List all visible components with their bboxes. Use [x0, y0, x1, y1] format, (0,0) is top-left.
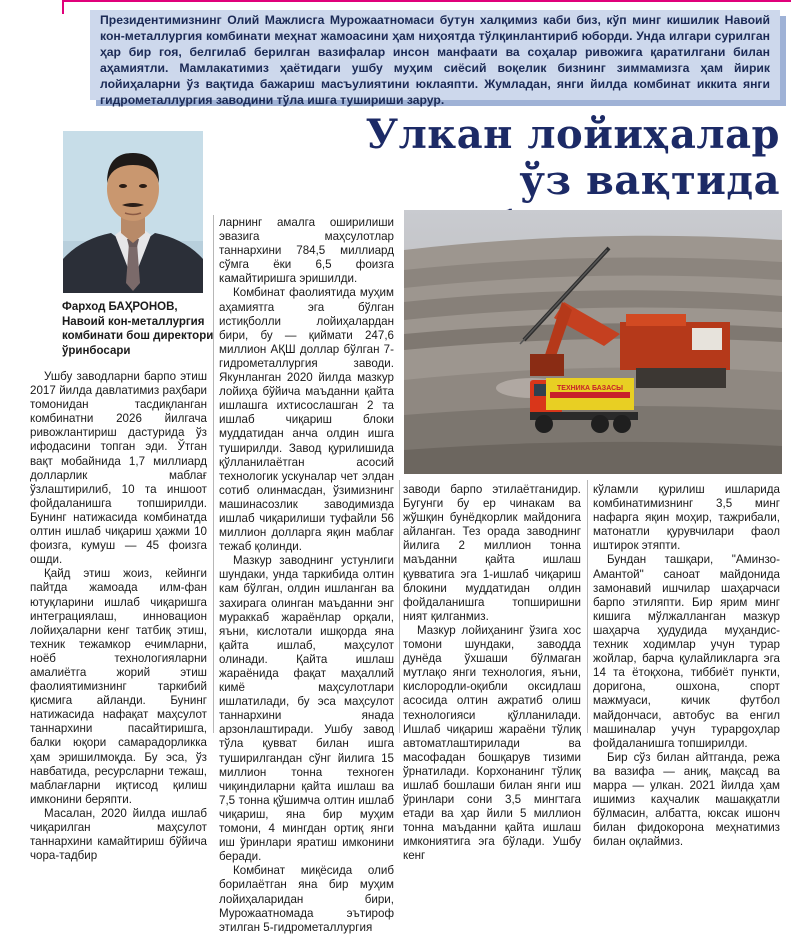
photo-caption	[62, 300, 214, 358]
paragraph: Бир сўз билан айтганда, режа ва вазифа — аниқ, мақсад ва марра — улкан. 2021 йилда ҳам ишимиз каҳчалик машаққатли бўлмасин, албатта, юксак ишонч билан фидокорона меҳнатимиз билан оқлаймиз.	[593, 750, 780, 849]
paragraph: ларнинг амалга оширилиши эвазига маҳсулотлар таннархини 784,5 миллиард сўмга ёки 6,5 фоизга камайтиришга эришилди.	[219, 216, 394, 286]
paragraph: Комбинат миқёсида олиб борилаётган яна бир муҳим лойиҳаларидан бири, Мурожаатномада эътироф этилган 5-гидрометаллургия	[219, 864, 394, 934]
top-rule	[62, 0, 791, 8]
portrait-photo	[63, 131, 203, 293]
article-column-1	[30, 370, 207, 863]
caption-name: Фарход БАҲРОНОВ,	[62, 301, 178, 313]
paragraph: заводи барпо этилаётганидир. Бугунги бу ер чинакам ва жўшқин бунёдкорлик майдонига айланган. Тез орада заводнинг йилига 2 миллион тонна маъданни қайта ишлаш қувватига эга 1-ишлаб чиқариш блокини муддатидан олдин фойдаланишга топширишни ният қилганмиз.	[403, 483, 581, 623]
paragraph: Мазкур заводнинг устунлиги шундаки, унда таркибида олтин кам бўлган, олдин ишланган ва захирага олинган маъданни энг мураккаб жараёнлар орқали, яъни, кислотали ишқорда яна қайта ишлаб, маҳсулот олинади. Қайта ишлаш жараёнида фақат маҳаллий кимё маҳсулотлари ишлатилади, бу эса маҳсулот таннархини янада арзонлаштиради. Ушбу завод тўла қувват билан ишга туширилгандан сўнг йилига 15 миллион тонна техноген чиқиндиларни қайта ишлаш ва 7,5 тонна қўшимча олтин ишлаб чиқариш, яна бир муҳим томони, 4 мингдан ортиқ янги иш ўринлари яратиш имконини беради.	[219, 554, 394, 864]
article-column-2	[219, 216, 394, 935]
column-divider	[213, 215, 214, 733]
caption-role: Навоий кон-металлургия комбинати бош директори ўринбосари	[62, 315, 214, 357]
headline-line-1: Улкан лойиҳалар	[365, 111, 780, 158]
corner-mark	[62, 0, 70, 14]
mine-photo	[404, 210, 782, 474]
column-divider	[399, 480, 400, 733]
headline-line-2: ўз вақтида	[519, 157, 780, 204]
lead-paragraph: Президентимизнинг Олий Мажлисга Мурожаатномаси бутун халқимиз каби биз, кўп минг кишилик Навоий кон-металлургия комбинати меҳнат жамоасини ҳам ниҳоятда тўлқинлантириб юборди. Унда илгари сурилган ҳар бир гоя, белгилаб берилган вазифалар инсон манфаати ва соҳалар ривожига қаратилгани билан аҳамиятли. Мамлакатимиз ҳаётидаги ушбу муҳим сиёсий воқелик бизнинг зиммамизга ҳам йирик лойиҳаларни ўз вақтида бажариш масъулиятини юклаяпти. Жумладан, янги йилда комбинат иккита янги гидрометаллургия заводини тўла ишга тушириши зарур.	[100, 13, 770, 107]
paragraph: Мазкур лойиҳанинг ўзига хос томони шундаки, заводда дунёда ўхшаши бўлмаган мутлақо янги технология, яъни, кислородли-оқибли оксидлаш асосида олтин ажратиб олиш технологияси қўлланилади. Ишлаб чиқариш жараёни тўлиқ автоматлаштирилади ва масофадан бошқарув тизими ўрнатилади. Корхонанинг тўлиқ ишлаб бошлаши билан янги иш ўринлари сони 3,5 мингтага етади ва ҳар йили 5 миллион тонна маъданни қайта ишлаш имкониятига эга бўлади. Ушбу кенг	[403, 623, 581, 863]
paragraph: кўламли қурилиш ишларида комбинатимизнинг 3,5 минг нафарга яқин моҳир, тажрибали, матонатли қурувчилари фаол иштирок этяпти.	[593, 483, 780, 553]
truck-label: ТЕХНИКА БАЗАСЫ	[557, 385, 623, 392]
paragraph: Қайд этиш жоиз, кейинги пайтда жамоада илм-фан ютуқларини ишлаб чиқаришга интеграциялаш, инновацион лойиҳаларни кенг татбиқ этиш, техник тежамкор ечимларни, ноёб технологияларни амалиётга жорий этиш фаолиятимизнинг таркибий қисмига айланди. Бунинг натижасида нафақат маҳсулот таннархини пасайтиришга, балки юқори самарадорликка ҳам эришилмоқда. Бу эса, ўз навбатида, ресурсларни тежаш, маблағларни иқтисод қилиш имконини беряпти.	[30, 567, 207, 806]
column-divider	[587, 480, 588, 733]
paragraph: Масалан, 2020 йилда ишлаб чиқарилган маҳсулот таннархини камайтириш бўйича чора-тадбир	[30, 806, 207, 863]
paragraph: Ушбу заводларни барпо этиш 2017 йилда давлатимиз раҳбари томонидан тасдиқланган комбинатни 2026 йилгача ривожлантириш дастурида ўз ифодасини топган эди. Ўтган вақт мобайнида 1,7 миллиард долларлик маблағ ўзлаштирилиб, 10 та иншоот фойдаланишга топширилди. Бунинг натижасида комбинатда олтин ишлаб чиқариш ҳажми 10 фоизга, кумуш — 45 фоизга ошди.	[30, 370, 207, 567]
paragraph: Комбинат фаолиятида муҳим аҳамиятга эга бўлган истиқболли лойиҳалардан бири, бу — қиймати 247,6 миллион АҚШ доллар бўлган 7-гидрометаллургия заводи. Якунланган 2020 йилда мазкур лойиҳа бўйича маъданни қайта ишлашга ихтисослашган 2 та ишлаб чиқариш блоки муддатидан анча олдин ишга туширилди. Завод қурилишида қўлланилаётган асосий технологик ускуналар чет элдан сотиб олинмасдан, ўзимизнинг машинасозлик заводимизда ишлаб чиқарилиши туфайли 56 миллион долларга яқин маблағ тежаб қолинди.	[219, 286, 394, 554]
paragraph: Бундан ташқари, "Аминзо-Амантой" саноат майдонида замонавий ишчилар шаҳарчаси барпо этиляпти. Бир ярим минг кишига мўлжалланган мазкур шаҳарча ҳудудида муҳандис-техник ходимлар учун турар жойлар, барча қулайликларга эга 14 та ётоқхона, тиббиёт пункти, доригона, ошхона, спорт мажмуаси, кичик футбол майдончаси, автобус ва енгил машиналар учун турарgoҳлар фойдаланишга топширилди.	[593, 553, 780, 750]
article-column-4	[593, 483, 780, 849]
article-column-3	[403, 483, 581, 864]
